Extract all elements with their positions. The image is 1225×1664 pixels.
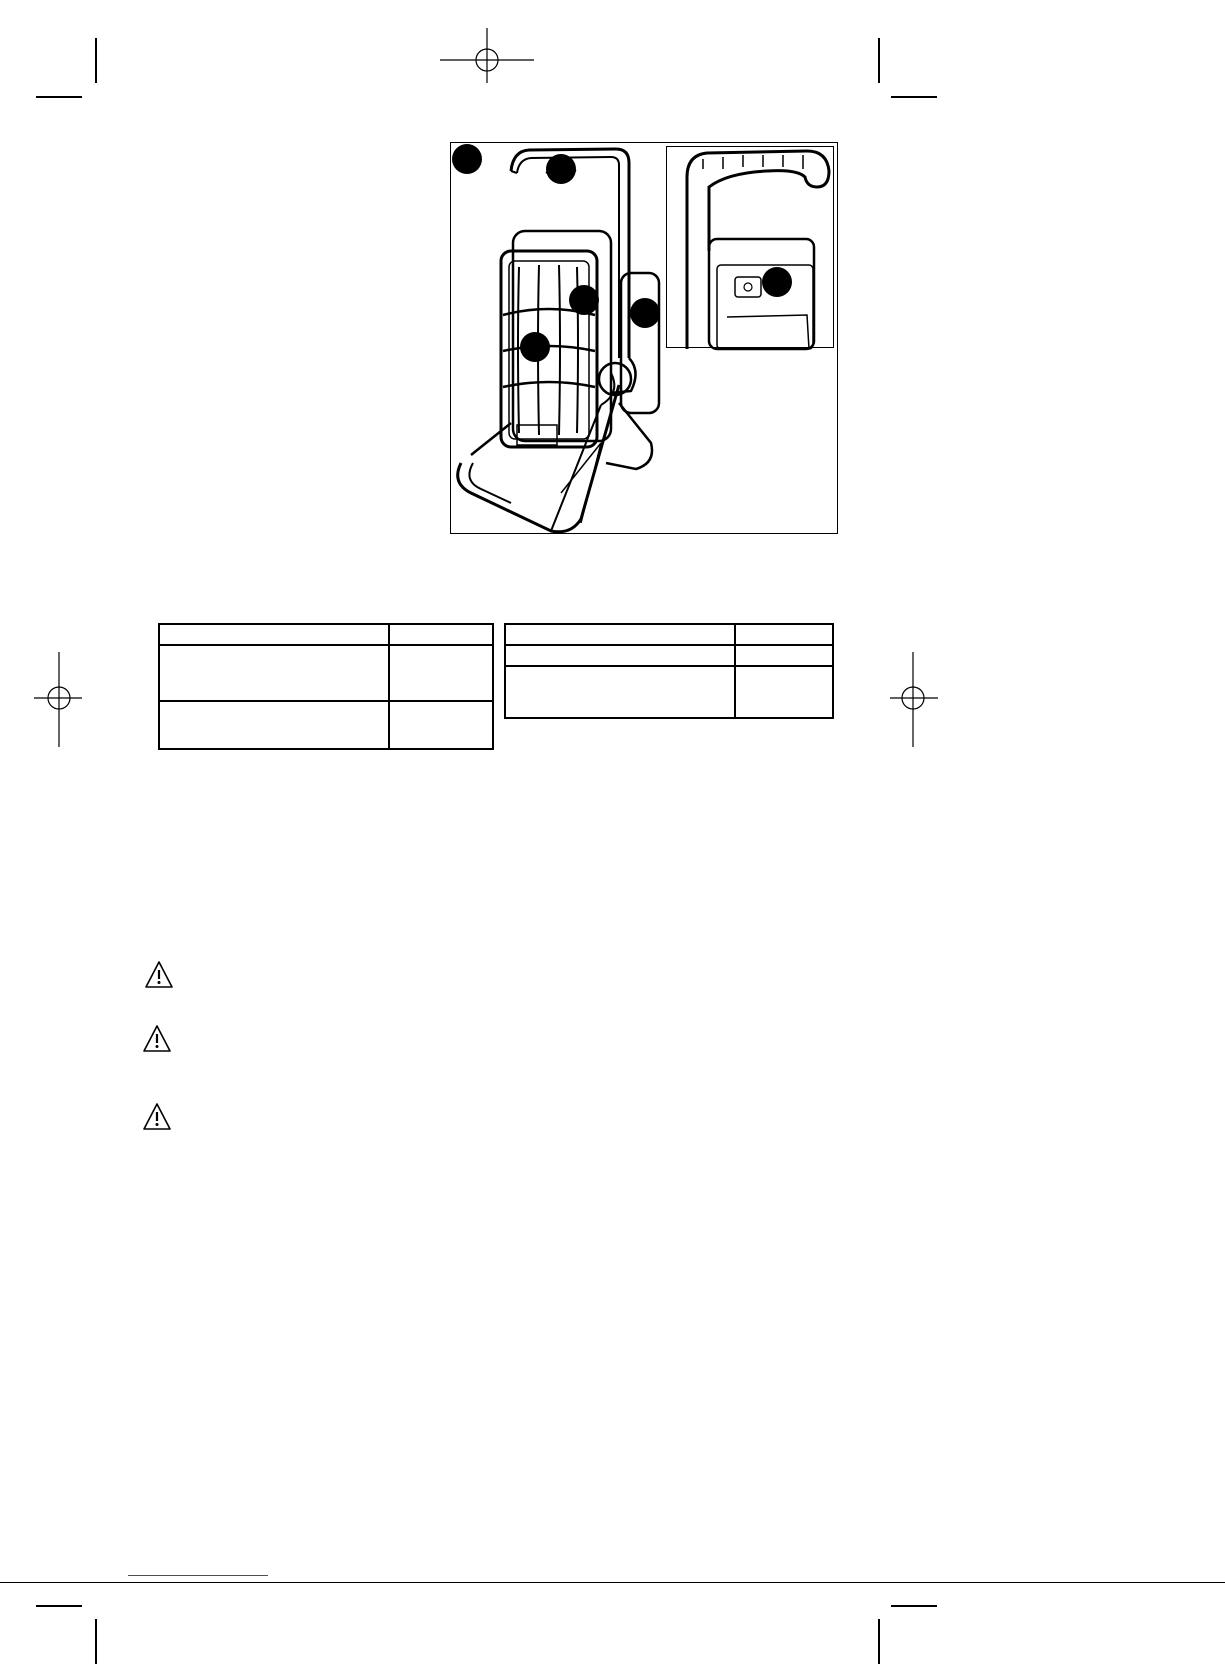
registration-target-right — [890, 652, 950, 752]
warning-triangle-icon — [144, 960, 174, 990]
table-cell — [735, 624, 833, 645]
table-cell — [505, 624, 735, 645]
table-cell — [505, 645, 735, 666]
warning-triangle-icon — [142, 1102, 172, 1132]
footer-link-underline — [128, 1575, 268, 1576]
spec-table-right — [504, 623, 834, 719]
callout-dot-1 — [452, 144, 482, 174]
callout-dot-6 — [762, 267, 792, 297]
table-cell — [735, 645, 833, 666]
table-cell — [389, 645, 493, 701]
spec-table-left — [158, 623, 494, 750]
registration-target-top — [440, 28, 540, 98]
callout-dot-4 — [630, 298, 660, 328]
product-figure — [450, 142, 838, 534]
callout-dot-3 — [569, 285, 599, 315]
table-cell — [735, 666, 833, 718]
table-cell — [159, 645, 389, 701]
table-cell — [159, 701, 389, 749]
callout-dot-2 — [546, 154, 576, 184]
page-bottom-rule — [0, 1582, 1225, 1583]
inset-figure — [666, 146, 834, 348]
inset-illustration — [667, 147, 835, 349]
table-cell — [389, 624, 493, 645]
table-cell — [505, 666, 735, 718]
table-cell — [389, 701, 493, 749]
registration-target-left — [34, 652, 94, 752]
table-cell — [159, 624, 389, 645]
callout-dot-5 — [520, 332, 550, 362]
warning-triangle-icon — [142, 1024, 172, 1054]
